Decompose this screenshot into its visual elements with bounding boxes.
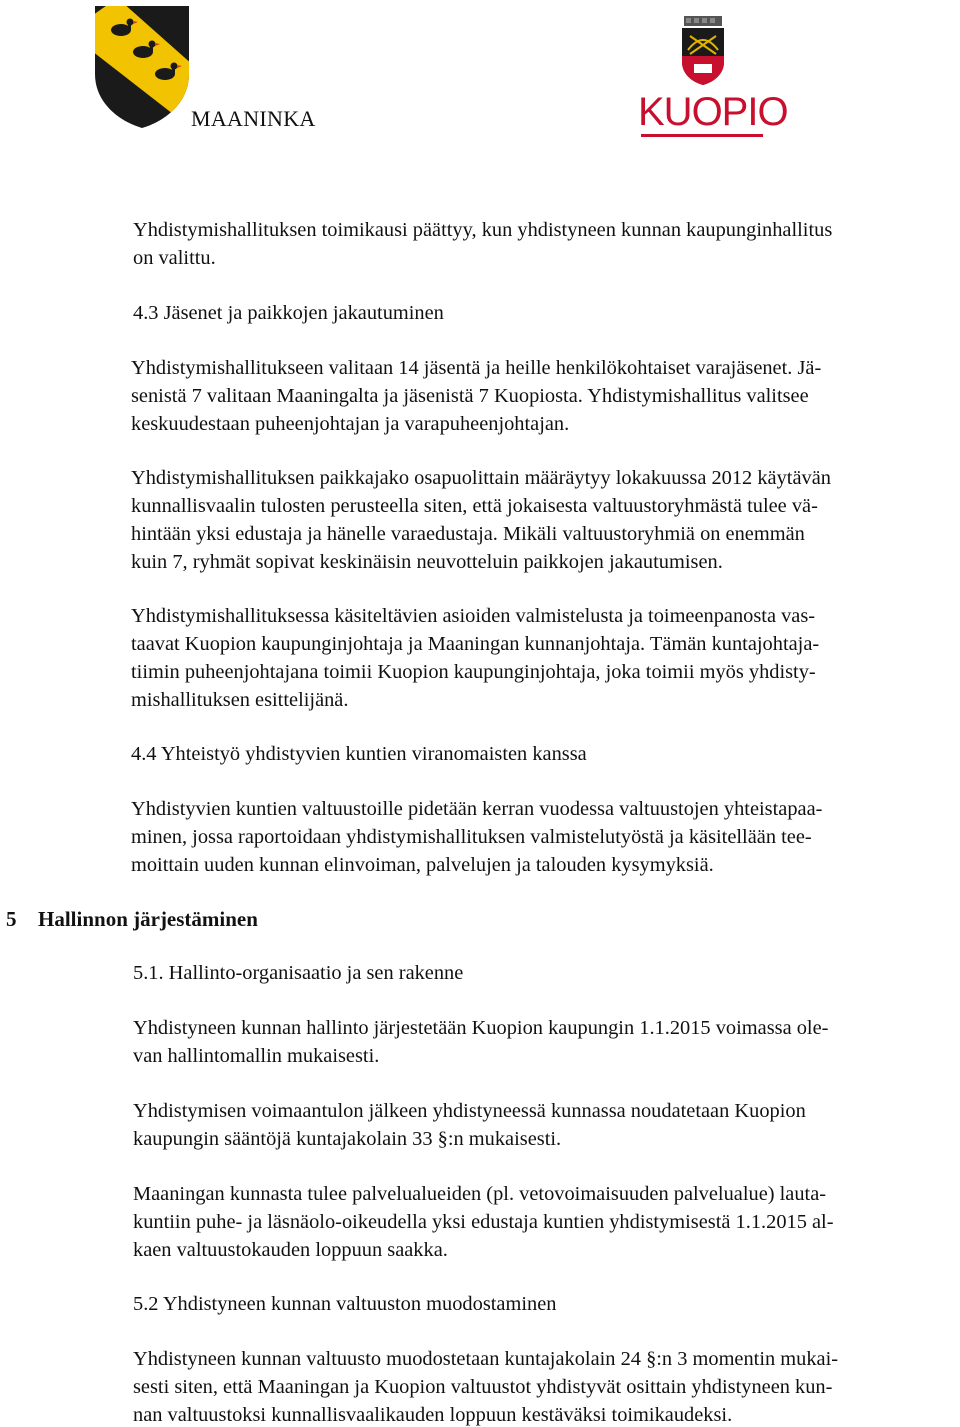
text-line: Yhdistyneen kunnan hallinto järjestetään Kuopion kaupungin 1.1.2015 voimassa ole- xyxy=(133,1017,829,1039)
text-line: 5.2 Yhdistyneen kunnan valtuuston muodostaminen xyxy=(133,1293,557,1315)
text-line: tiimin puheenjohtajana toimii Kuopion kaupunginjohtaja, joka toimii myös yhdisty- xyxy=(131,661,816,683)
kuopio-logo-text: KUOPIO xyxy=(638,90,788,134)
text-line: 4.3 Jäsenet ja paikkojen jakautuminen xyxy=(133,302,444,324)
text-line: van hallintomallin mukaisesti. xyxy=(133,1045,380,1067)
text-line: moittain uuden kunnan elinvoiman, palvelujen ja talouden kysymyksiä. xyxy=(131,854,714,876)
text-line: hintään yksi edustaja ja hänelle varaedustaja. Mikäli valtuustoryhmiä on enemmän xyxy=(131,523,805,545)
text-line: Yhdistymishallituksen paikkajako osapuolittain määräytyy lokakuussa 2012 käytävän xyxy=(131,467,831,489)
text-line: kuntiin puhe- ja läsnäolo-oikeudella yksi edustaja kuntien yhdistymisestä 1.1.2015 al- xyxy=(133,1211,834,1233)
text-line: on valittu. xyxy=(133,247,216,269)
text-line: Yhdistymishallituksessa käsiteltävien asioiden valmistelusta ja toimeenpanosta vas- xyxy=(131,605,816,627)
maaninka-coat-of-arms xyxy=(93,4,191,130)
text-line: sesti siten, että Maaningan ja Kuopion valtuustot yhdistyvät osittain yhdistyneen kun- xyxy=(133,1376,833,1398)
kuopio-coat-of-arms xyxy=(680,16,726,86)
text-line: taavat Kuopion kaupunginjohtaja ja Maaningan kunnanjohtaja. Tämän kuntajohtaja- xyxy=(131,633,820,655)
text-line: kaen valtuustokauden loppuun saakka. xyxy=(133,1239,448,1261)
text-line: minen, jossa raportoidaan yhdistymishallituksen valmistelutyöstä ja käsitellään tee- xyxy=(131,826,812,848)
text-line: keskuudestaan puheenjohtajan ja varapuheenjohtajan. xyxy=(131,413,570,435)
text-line: 5.1. Hallinto-organisaatio ja sen rakenne xyxy=(133,962,464,984)
text-line: Maaningan kunnasta tulee palvelualueiden (pl. vetovoimaisuuden palvelualue) lauta- xyxy=(133,1183,827,1205)
text-line: nan valtuustoksi kunnallisvaalikauden loppuun kestäväksi toimikaudeksi. xyxy=(133,1404,733,1426)
text-line: Yhdistymisen voimaantulon jälkeen yhdistyneessä kunnassa noudatetaan Kuopion xyxy=(133,1100,806,1122)
chapter-number: 5 xyxy=(6,907,17,931)
chapter-heading xyxy=(6,907,258,932)
text-line: Yhdistyvien kuntien valtuustoille pidetään kerran vuodessa valtuustojen yhteistapaa- xyxy=(131,798,823,820)
chapter-title: Hallinnon järjestäminen xyxy=(38,907,258,931)
maaninka-label: MAANINKA xyxy=(191,106,316,131)
text-line: Yhdistymishallituksen toimikausi päättyy, kun yhdistyneen kunnan kaupunginhallitus xyxy=(133,219,833,241)
text-line: Yhdistyneen kunnan valtuusto muodostetaan kuntajakolain 24 §:n 3 momentin mukai- xyxy=(133,1348,839,1370)
text-line: Yhdistymishallitukseen valitaan 14 jäsentä ja heille henkilökohtaiset varajäsenet. Jä- xyxy=(131,357,822,379)
text-line: kaupungin sääntöjä kuntajakolain 33 §:n mukaisesti. xyxy=(133,1128,562,1150)
text-line: kuin 7, ryhmät sopivat keskinäisin neuvotteluin paikkojen jakautumisen. xyxy=(131,551,723,573)
kuopio-logo-underline xyxy=(641,134,763,137)
text-line: senistä 7 valitaan Maaningalta ja jäsenistä 7 Kuopiosta. Yhdistymishallitus valitsee xyxy=(131,385,809,407)
text-line: mishallituksen esittelijänä. xyxy=(131,689,349,711)
text-line: kunnallisvaalin tulosten perusteella siten, että jokaisesta valtuustoryhmästä tulee vä- xyxy=(131,495,818,517)
text-line: 4.4 Yhteistyö yhdistyvien kuntien viranomaisten kanssa xyxy=(131,743,587,765)
